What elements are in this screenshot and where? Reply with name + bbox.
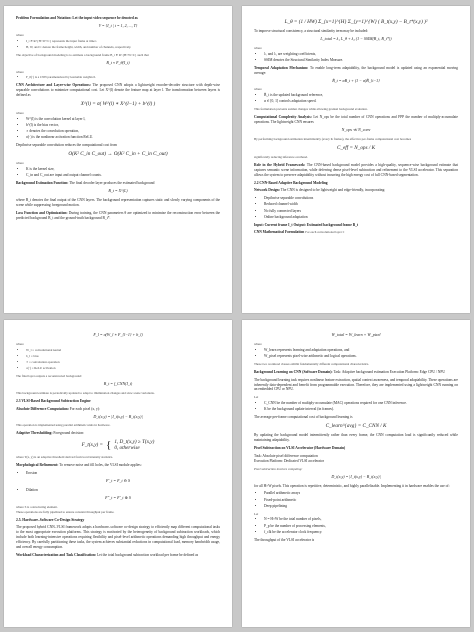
paragraph: [16, 431, 220, 436]
list-item: • H, W, and C denote the frame height, width, and number of channels, respectively.: [26, 45, 220, 50]
list-item: • Depthwise separable convolutions: [264, 196, 458, 201]
paragraph-text: The CNN-based background model provides a high-quality, sequence-wise background estimate that captures semantic scene information, while deferring dense pixel-level subtraction and refinement to the VLSI accelerator. This separation allows the system to preserve adaptability without incurring the high energy cost of full CNN-based segmentation.: [254, 162, 458, 177]
paragraph: To improve structural consistency, a structural similarity term may be included:: [254, 29, 369, 33]
paragraph: where T(x, y) is an adaptive threshold derived from local intensity statistics.: [16, 455, 114, 460]
where-label: where: [16, 111, 24, 116]
definition-list: [254, 517, 458, 534]
list-item: • W_pixel represents pixel-wise arithmetic and logical operations.: [264, 354, 458, 359]
definition-list: [254, 348, 458, 359]
document-page-4: [242, 320, 470, 627]
paragraph: [16, 211, 220, 221]
paragraph: [254, 163, 458, 178]
paragraph: [16, 181, 220, 186]
paragraph: [16, 83, 220, 98]
bullet-list: [16, 471, 220, 476]
list-item: • C_in and C_out are input and output channel counts.: [26, 173, 220, 178]
list-item: • Reduced channel width: [264, 202, 458, 207]
equation: X^(l) = σ( W^(l) ∗ X^(l−1) + b^(l) ): [80, 101, 156, 108]
document-page-1: [4, 6, 232, 313]
list-item: • W_learn represents learning and adaptation operations, and: [264, 348, 458, 353]
paragraph: The background learning task requires nonlinear feature extraction, spatial context awareness, and temporal adaptability. These operations are inherently data-dependent and benefit from programmable execution. Therefore, they are implemented using a lightweight CNN running on an embedded CPU or NPU.: [254, 377, 458, 392]
case-line: 0, otherwise: [114, 445, 140, 452]
list-item: • f_clk be the accelerator clock frequency.: [264, 530, 458, 535]
paragraph: where S is a structuring element.: [16, 504, 58, 509]
section-heading: Adaptive Thresholding:: [16, 431, 53, 436]
paragraph: [16, 463, 220, 468]
section-heading: Computational Complexity Analysis:: [254, 115, 312, 120]
list-item: • F_θ(·) is a CNN parameterized by learnable weights θ.: [26, 75, 220, 80]
equation: D_t(x,y) = |I_t(x,y) − B_t(x,y)|: [331, 473, 381, 479]
list-item: • ∗ = convolution operation: [26, 360, 220, 365]
paragraph: [254, 66, 458, 76]
paragraph-text: The final decoder layer produces the estimated background: [69, 180, 155, 185]
paragraph: The throughput of the VLSI accelerator is: [254, 537, 315, 542]
equation: C_eff = N_ops / K: [336, 144, 376, 151]
task-line: Task: Absolute pixel difference computation: [254, 453, 318, 458]
paragraph: By updating the background model intermittently rather than every frame, the CNN computation load is significantly reduced while maintaining adaptability.: [254, 433, 458, 443]
paragraph-text: The CNN is designed to be lightweight and edge-friendly, incorporating:: [280, 188, 386, 193]
section-heading: Role in the Hybrid Framework:: [254, 162, 306, 167]
paragraph: These operations are fully pipelined to ensure constant throughput per frame.: [16, 509, 115, 514]
list-item: • σ(·) is the nonlinear activation function ReLU.: [26, 135, 220, 140]
paragraph: [16, 407, 220, 412]
brace-icon: {: [106, 439, 112, 452]
definition-list: [16, 348, 220, 371]
execution-line: Execution Platform: Dedicated VLSI accelerator: [254, 458, 324, 463]
list-item: • K is the kernel size,: [26, 167, 220, 172]
equation: F''_t = F'_t ⊕ S: [105, 494, 131, 500]
paragraph: for all H×W pixels. This operation is repetitive, deterministic, and highly parallelizable. Implementing it in hardware enables the use of:: [254, 483, 450, 488]
list-item: • K be the background update interval (in frames).: [264, 407, 458, 412]
list-item: • λ₁ and λ₂ are weighting coefficients,: [264, 52, 458, 57]
problem-paragraph: [16, 16, 220, 21]
paragraph-text: The proposed CNN adopts a lightweight encoder-decoder structure with depth-wise separable convolutions to minimize computational cost. Let X^(l) denote the feature map at layer l. The transformation between layers is defined as: [16, 83, 220, 98]
section-heading: Background Learning on CNN (Software Domain):: [254, 369, 333, 374]
list-item: • P_p be the number of processing elements,: [264, 524, 458, 529]
paragraph: where B_t denotes the final output of the CNN layers. The background representation captures static and slowly varying components of the scene while suppressing foreground motion.: [16, 197, 220, 207]
list-item: • SSIM denotes the Structural Similarity Index Measure.: [264, 58, 458, 63]
where-label: where: [16, 32, 24, 37]
section-heading: Absolute Difference Computation:: [16, 406, 69, 411]
paragraph-text: During training, the CNN parameters θ are optimized to minimize the reconstruction error between the predicted background B_t and the ground-truth background B_t*.: [16, 210, 220, 220]
equation: O(K² C_in C_out) → O(K² C_in + C_in C_out): [68, 151, 168, 158]
paragraph-text: To enable long-term adaptability, the background model is updated using an exponential moving average:: [254, 65, 458, 75]
definition-list: [254, 401, 458, 412]
list-item: • Dilation: [26, 488, 220, 493]
paragraph: [254, 188, 458, 193]
where-label: where: [254, 87, 262, 92]
paragraph: The final layer outputs a reconstructed background:: [16, 374, 82, 378]
definition-list: [16, 39, 220, 50]
equation: B_t ≈ F_θ(I_t): [106, 59, 130, 65]
document-page-2: [242, 6, 470, 313]
list-item: • No fully connected layers: [264, 209, 458, 214]
equation: V = {I_t | t = 1, 2, ..., T}: [98, 22, 138, 28]
equation: F_l = σ(W_l ∗ F_{l−1} + b_l): [93, 332, 143, 337]
paragraph: significantly reducing inference overhead.: [254, 154, 308, 159]
problem-text: Problem Formulation and Notation: Let the input video sequence be denoted as: [16, 16, 138, 20]
list-item: • ∗ denotes the convolution operation,: [26, 129, 220, 134]
section-heading: Pixel Subtraction on VLSI Accelerator (Hardware Domain): [254, 445, 346, 450]
equation: W_total = W_learn + W_pixel: [331, 332, 381, 337]
equation: B̃_t = αB_t + (1 − α)B̃_{t−1}: [332, 77, 380, 83]
where-label: where: [16, 161, 24, 166]
where-label: where: [16, 341, 24, 346]
list-item: • b_l = bias: [26, 354, 220, 359]
where-label: where: [16, 69, 24, 74]
paragraph: [16, 553, 220, 558]
list-item: • B̃_t is the updated background reference,: [264, 93, 458, 98]
bullet-list: [254, 196, 458, 219]
paragraph: This formulation prevents sudden changes while allowing gradual background evolution.: [254, 107, 368, 112]
list-item: • b^(l) is the bias vector,: [26, 123, 220, 128]
section-heading: Morphological Refinement:: [16, 463, 59, 468]
definition-list: [16, 117, 220, 140]
piecewise-equation: [16, 439, 220, 451]
list-item: • α ∈ [0, 1] controls adaptation speed.: [264, 99, 458, 104]
equation-lhs: F_t(x,y) =: [81, 442, 104, 449]
definition-list: [254, 93, 458, 104]
paragraph-text: For each pixel (x, y):: [69, 406, 100, 411]
section-heading: CNN Mathematical Formulation: [254, 230, 305, 235]
paragraph: Pixel subtraction involves computing:: [254, 466, 303, 471]
list-item: • C_CNN be the number of multiply-accumulate (MAC) operations required for one CNN inference.: [264, 401, 458, 406]
paragraph-text: Foreground decision:: [53, 431, 85, 436]
let-label: Let: [254, 511, 259, 516]
section-heading: 2.3 VLSI-Based Background Subtraction Engine: [16, 398, 91, 403]
section-heading: Background Estimation Function:: [16, 180, 69, 185]
paragraph-text: Let the total background subtraction workload per frame be defined as: [96, 552, 199, 557]
piecewise-cases: [114, 439, 154, 451]
list-item: • Deep pipelining: [264, 504, 458, 509]
list-item: • Erosion: [26, 471, 220, 476]
paragraph-text: Let N_ops be the total number of CNN operations and FPP the number of multiply-accumulate operations. The lightweight CNN ensures: [254, 115, 458, 125]
paragraph: The average per-frame computational cost of background learning is: [254, 415, 353, 420]
equation: B_t = f_CNN(I_t): [103, 380, 133, 386]
definition-list: [16, 167, 220, 178]
list-item: • Parallel arithmetic arrays: [264, 491, 458, 496]
document-page-3: [4, 320, 232, 627]
paragraph: Depthwise separable convolution reduces the computational cost from: [16, 143, 118, 148]
paragraph: [254, 230, 458, 235]
list-item: • W^(l) is the convolution kernel at layer l,: [26, 117, 220, 122]
equation: B_t = X^(L): [108, 187, 128, 193]
equation: L_θ = (1 / HW) Σ_{x=1}^{H} Σ_{y=1}^{W} ( B_t(x,y) − B_t*(x,y) )²: [284, 19, 428, 25]
list-item: • Online background adaptation: [264, 215, 458, 220]
let-label: Let: [254, 395, 259, 400]
paragraph: The proposed hybrid CNN–VLSI framework adopts a hardware–software co-design strategy to efficiently map different computational tasks to the most appropriate execution platforms. This strategy is motivated by the heterogeneity of background subtraction workloads, which include both learning-intensive operations requiring flexibility and pixel-level arithmetic operations demanding high throughput and energy efficiency. By carefully partitioning these tasks, the system achieves substantial reductions in computational load, memory bandwidth usage, and overall energy consumption.: [16, 525, 220, 550]
list-item: • Fixed-point arithmetic: [264, 498, 458, 503]
section-heading: Temporal Adaptation Mechanism:: [254, 65, 309, 70]
section-heading: Loss Function and Optimization:: [16, 210, 68, 215]
paragraph-text: Task: Adaptive background estimation Execution Platform: Edge CPU / NPU: [333, 369, 445, 374]
definition-list: [16, 75, 220, 80]
equation: N_ops ≪ N_conv: [341, 127, 371, 133]
list-item: • W_l = convolutional kernel: [26, 348, 220, 353]
paragraph: [254, 370, 458, 375]
section-heading: Network Design:: [254, 188, 280, 193]
paragraph-text: For each convolutional layer l:: [305, 230, 345, 235]
list-item: • σ(·) = ReLU activation: [26, 366, 220, 371]
list-item: • I_t ∈ R^{H×W×C} represents the input frame at time t.: [26, 39, 220, 44]
paragraph: By performing background estimation intermittently (every K frames), the effective per-frame computational cost becomes: [254, 136, 412, 141]
list-item: • N = H×W be the total number of pixels,: [264, 517, 458, 522]
section-heading: 2.5. Hardware–Software Co-Design Strategy: [16, 517, 85, 522]
paragraph: The objective of background modeling is to estimate a background frame B_t ∈ R^{H×W×C} such that: [16, 52, 149, 57]
paragraph-text: To remove noise and fill holes, the VLSI module applies:: [59, 463, 142, 468]
where-label: where: [254, 341, 262, 346]
section-heading: Workload Characterization and Task Classification:: [16, 552, 97, 557]
bullet-list: [16, 488, 220, 493]
where-label: where: [254, 45, 262, 50]
equation: C_learn^{avg} = C_CNN / K: [325, 423, 387, 430]
section-heading: 2.2 CNN-Based Adaptive Background Modeling: [254, 180, 328, 185]
paragraph: This background estimate is periodically updated to adapt to illumination changes and slow scene variations.: [16, 390, 155, 395]
paragraph: [254, 115, 458, 125]
equation: F'_t = F_t ⊖ S: [105, 477, 130, 483]
section-heading: CNN Architecture and Layer-wise Operations:: [16, 83, 91, 88]
equation: L_total = λ₁ L_θ + λ₂ (1 − SSIM(B_t, B_t*)): [320, 35, 392, 41]
paragraph: This operation is implemented using parallel arithmetic units in hardware.: [16, 423, 111, 428]
bullet-list: [254, 491, 458, 508]
paragraph: These two workload classes exhibit fundamentally different computational characteristics.: [254, 361, 370, 366]
case-line: 1, D_t(x,y) ≥ T(x,y): [114, 439, 155, 446]
equation: D_t(x,y) = |I_t(x,y) − B_t(x,y)|: [93, 413, 143, 419]
io-line: Input: Current frame I_t Output: Estimated background frame B_t: [254, 222, 359, 227]
definition-list: [254, 52, 458, 63]
